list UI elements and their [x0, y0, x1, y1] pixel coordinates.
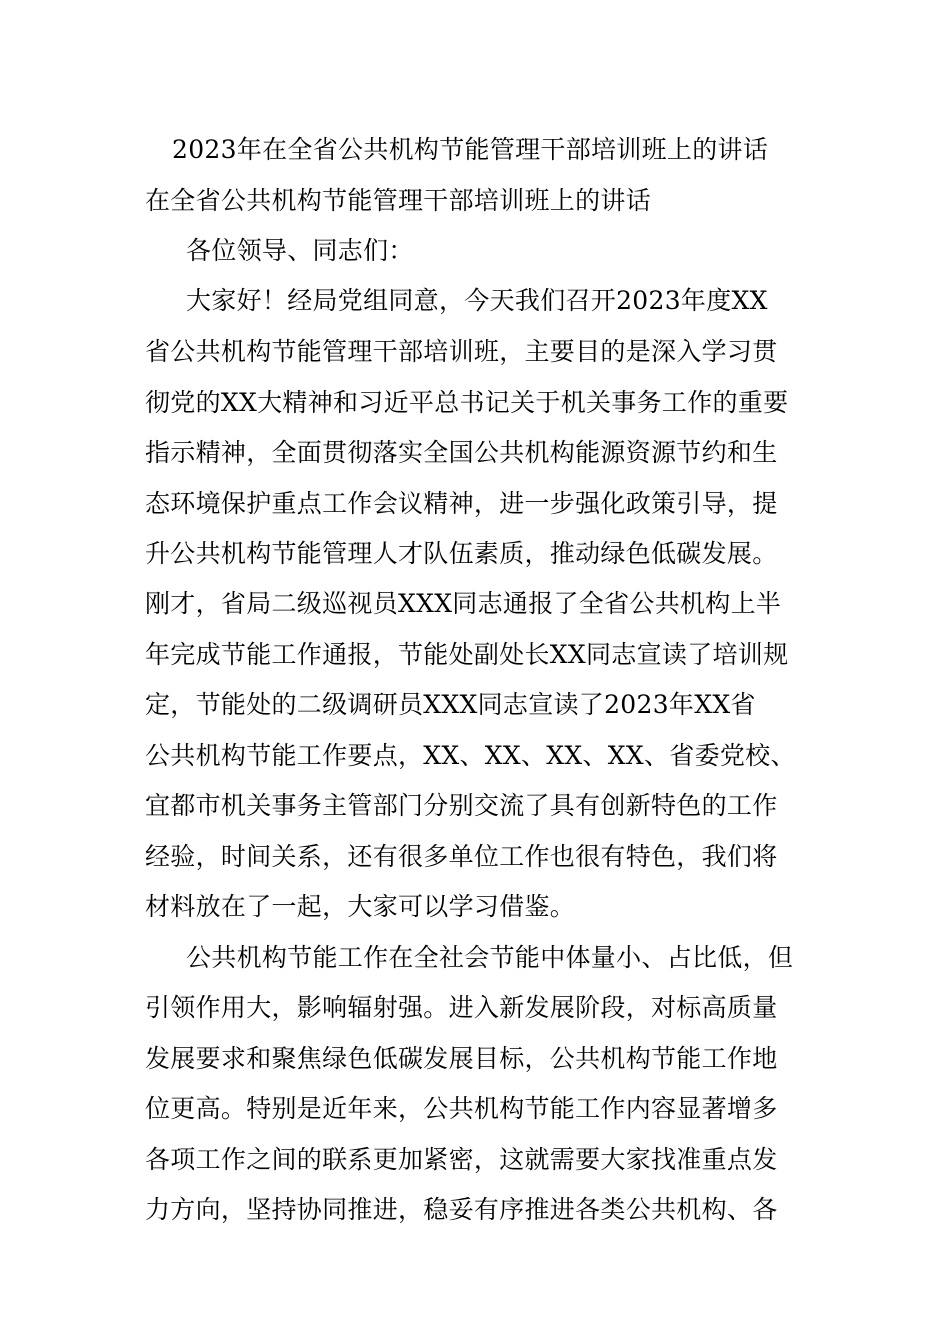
text-line: 省公共机构节能管理干部培训班，主要目的是深入学习贯	[145, 337, 778, 366]
text-line: 态环境保护重点工作会议精神，进一步强化政策引导，提	[145, 489, 778, 518]
text-line: 引领作用大，影响辐射强。进入新发展阶段，对标高质量	[145, 993, 778, 1022]
text-line: 彻党的XX大精神和习近平总书记关于机关事务工作的重要	[145, 388, 789, 417]
text-line: 经验，时间关系，还有很多单位工作也很有特色，我们将	[145, 842, 778, 871]
text-line: 力方向，坚持协同推进，稳妥有序推进各类公共机构、各	[145, 1195, 778, 1224]
text-line: 发展要求和聚焦绿色低碳发展目标，公共机构节能工作地	[145, 1044, 778, 1073]
text-line: 刚才，省局二级巡视员XXX同志通报了全省公共机构上半	[145, 589, 782, 618]
text-line: 升公共机构节能管理人才队伍素质，推动绿色低碳发展。	[145, 539, 778, 568]
text-line: 定，节能处的二级调研员XXX同志宣读了2023年XX省	[145, 690, 756, 719]
text-line: 大家好！经局党组同意，今天我们召开2023年度XX	[186, 286, 768, 315]
text-line: 公共机构节能工作在全社会节能中体量小、占比低，但	[186, 943, 794, 972]
text-line: 位更高。特别是近年来，公共机构节能工作内容显著增多	[145, 1094, 778, 1123]
text-line: 公共机构节能工作要点，XX、XX、XX、XX、省委党校、	[145, 741, 796, 770]
text-line: 年完成节能工作通报，节能处副处长XX同志宣读了培训规	[145, 640, 789, 669]
salutation: 各位领导、同志们：	[186, 236, 414, 265]
text-line: 指示精神，全面贯彻落实全国公共机构能源资源节约和生	[145, 438, 778, 467]
text-line: 宜都市机关事务主管部门分别交流了具有创新特色的工作	[145, 791, 778, 820]
text-line: 各项工作之间的联系更加紧密，这就需要大家找准重点发	[145, 1145, 778, 1174]
document-title: 2023年在全省公共机构节能管理干部培训班上的讲话	[172, 135, 769, 164]
text-line: 材料放在了一起，大家可以学习借鉴。	[145, 892, 576, 921]
document-subtitle: 在全省公共机构节能管理干部培训班上的讲话	[145, 186, 652, 215]
